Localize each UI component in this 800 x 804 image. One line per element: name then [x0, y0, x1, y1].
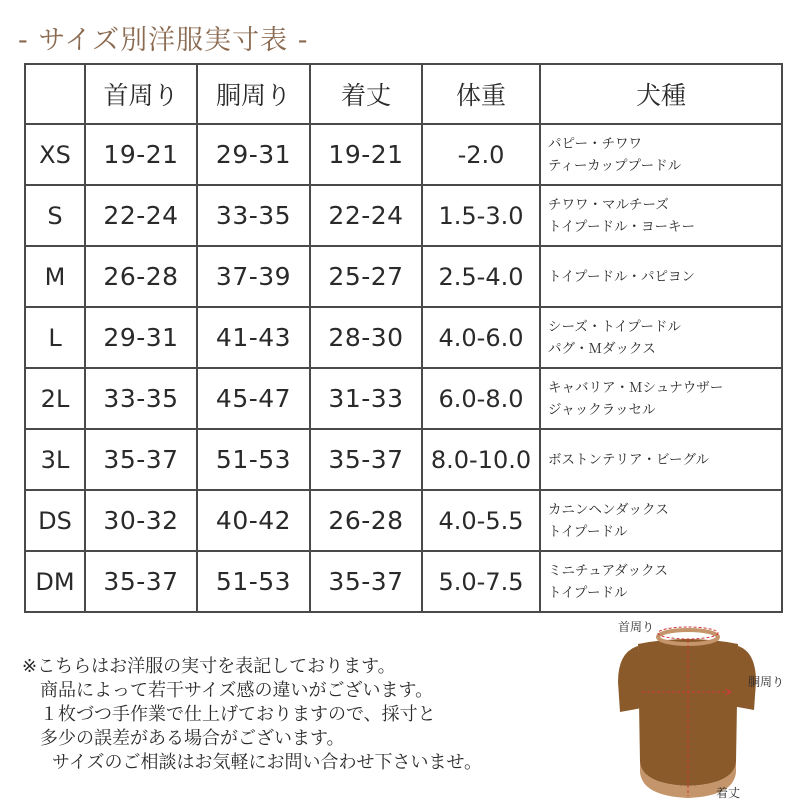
chest-cell: 45-47	[197, 368, 310, 429]
chest-cell: 41-43	[197, 307, 310, 368]
chest-cell: 29-31	[197, 124, 310, 185]
neck-cell: 29-31	[85, 307, 197, 368]
neck-label: 首周り	[618, 620, 655, 634]
length-label: 着丈	[716, 786, 741, 800]
breed-cell	[540, 551, 782, 612]
breed-cell	[540, 429, 782, 490]
neck-cell: 33-35	[85, 368, 197, 429]
size-cell: L	[25, 307, 85, 368]
table-row	[25, 185, 782, 246]
chest-cell: 51-53	[197, 429, 310, 490]
weight-cell: 4.0-6.0	[422, 307, 540, 368]
size-cell: 2L	[25, 368, 85, 429]
table-row	[25, 368, 782, 429]
breed-line: ミニチュアダックス	[548, 562, 669, 579]
size-chart-table	[24, 63, 783, 613]
header-length: 着丈	[310, 64, 422, 124]
size-cell: S	[25, 185, 85, 246]
weight-cell: -2.0	[422, 124, 540, 185]
breed-line: パピー・チワワ	[548, 135, 642, 152]
neck-cell: 35-37	[85, 551, 197, 612]
weight-cell: 6.0-8.0	[422, 368, 540, 429]
notes	[22, 655, 482, 775]
size-cell: M	[25, 246, 85, 307]
dog-shirt-illustration	[600, 612, 800, 800]
size-cell: 3L	[25, 429, 85, 490]
weight-cell: 2.5-4.0	[422, 246, 540, 307]
chest-cell: 40-42	[197, 490, 310, 551]
length-cell: 35-37	[310, 551, 422, 612]
neck-cell: 22-24	[85, 185, 197, 246]
note-line: １枚づつ手作業で仕上げておりますので、採寸と	[40, 704, 436, 725]
size-cell: DS	[25, 490, 85, 551]
note-line: ※こちらはお洋服の実寸を表記しております。	[22, 656, 396, 677]
length-cell: 19-21	[310, 124, 422, 185]
weight-cell: 1.5-3.0	[422, 185, 540, 246]
header-neck: 首周り	[85, 64, 197, 124]
chest-cell: 51-53	[197, 551, 310, 612]
breed-line: キャバリア・Ｍシュナウザー	[548, 379, 724, 396]
header-chest: 胴周り	[197, 64, 310, 124]
note-line: 多少の誤差がある場合がございます。	[40, 728, 345, 749]
chest-cell: 37-39	[197, 246, 310, 307]
neck-cell: 26-28	[85, 246, 197, 307]
breed-line: ボストンテリア・ビーグル	[548, 451, 710, 468]
table-row	[25, 429, 782, 490]
breed-line: パグ・Ｍダックス	[548, 340, 656, 357]
table-row	[25, 124, 782, 185]
neck-cell: 30-32	[85, 490, 197, 551]
breed-line: トイプードル	[548, 584, 628, 601]
breed-line: ティーカッププードル	[548, 157, 682, 174]
weight-cell: 5.0-7.5	[422, 551, 540, 612]
size-cell: DM	[25, 551, 85, 612]
table-row	[25, 551, 782, 612]
breed-line: トイプードル	[548, 523, 628, 540]
breed-cell	[540, 307, 782, 368]
breed-line: チワワ・マルチーズ	[548, 196, 669, 213]
header-breed: 犬種	[540, 64, 782, 124]
breed-cell	[540, 368, 782, 429]
length-cell: 26-28	[310, 490, 422, 551]
note-line: サイズのご相談はお気軽にお問い合わせ下さいませ。	[52, 752, 483, 773]
breed-line: シーズ・トイプードル	[548, 318, 681, 335]
length-cell: 31-33	[310, 368, 422, 429]
size-cell: XS	[25, 124, 85, 185]
length-cell: 28-30	[310, 307, 422, 368]
neck-cell: 19-21	[85, 124, 197, 185]
length-cell: 35-37	[310, 429, 422, 490]
weight-cell: 8.0-10.0	[422, 429, 540, 490]
table-row	[25, 246, 782, 307]
breed-line: トイプードル・パピヨン	[548, 268, 696, 285]
breed-cell	[540, 185, 782, 246]
measurement-diagram	[600, 612, 800, 800]
length-cell: 25-27	[310, 246, 422, 307]
neck-cell: 35-37	[85, 429, 197, 490]
chest-cell: 33-35	[197, 185, 310, 246]
weight-cell: 4.0-5.5	[422, 490, 540, 551]
breed-cell	[540, 490, 782, 551]
breed-line: トイプードル・ヨーキー	[548, 218, 696, 235]
breed-line: カニンヘンダックス	[548, 501, 669, 518]
note-line: 商品によって若干サイズ感の違いがございます。	[40, 680, 434, 701]
chest-label: 胴周り	[748, 675, 785, 689]
breed-cell	[540, 124, 782, 185]
breed-line: ジャックラッセル	[548, 401, 656, 418]
header-weight: 体重	[422, 64, 540, 124]
table-header-row	[25, 64, 782, 124]
length-cell: 22-24	[310, 185, 422, 246]
breed-cell	[540, 246, 782, 307]
header-size	[25, 64, 85, 124]
table-row	[25, 490, 782, 551]
table-row	[25, 307, 782, 368]
page-title: - サイズ別洋服実寸表 -	[18, 25, 309, 56]
